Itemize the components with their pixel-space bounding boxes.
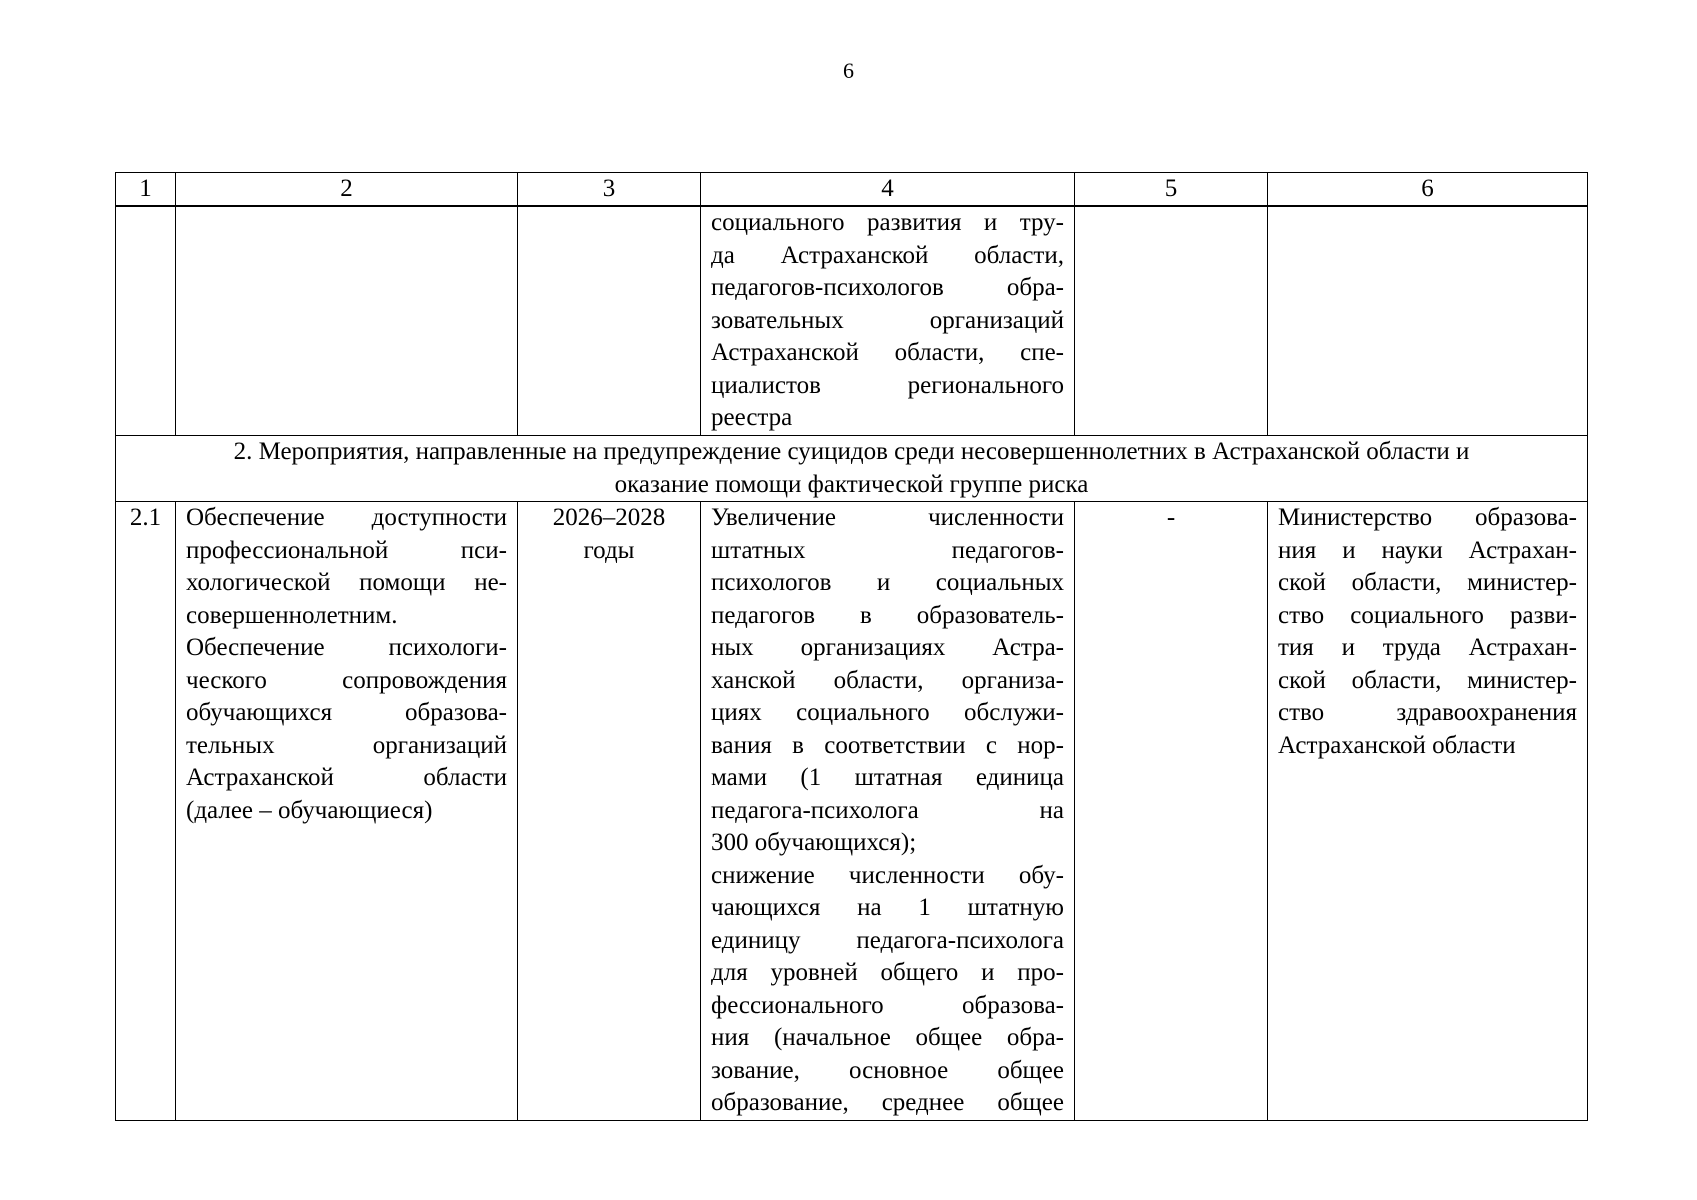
section-heading-row	[116, 436, 1588, 502]
result-line: единицу педагога-психолога	[711, 926, 1064, 954]
result-line: образование, среднее общее	[711, 1089, 1064, 1116]
result-line: вания в соответствии с нор-	[711, 731, 1064, 759]
cont-text-line: реестра	[711, 404, 793, 431]
measure-name-line: совершеннолетним.	[186, 601, 398, 629]
result-line: зование, основное общее	[711, 1056, 1064, 1084]
responsible-line: ской области, министер-	[1278, 569, 1577, 596]
column-header-6: 6	[1268, 173, 1588, 207]
cont-text-line: да Астраханской области,	[711, 241, 1064, 269]
column-number-row	[116, 173, 1588, 207]
section-heading-line: 2. Мероприятия, направленные на предупреждение суицидов среди несовершеннолетних в Астраханской области и	[233, 438, 1470, 465]
measure-name-line: Обеспечение доступности	[186, 504, 507, 531]
continuation-row	[116, 206, 1588, 436]
result-line: ханской области, организа-	[711, 666, 1064, 694]
result-line: фессионального образова-	[711, 991, 1064, 1019]
period-cell	[518, 502, 701, 1121]
column-header-3: 3	[518, 173, 701, 207]
cont-text-line: социального развития и тру-	[711, 209, 1064, 236]
expected-result-cell	[701, 502, 1075, 1121]
section-heading	[116, 436, 1588, 502]
result-line: Увеличение численности	[711, 504, 1064, 531]
measure-name-line: (далее – обучающиеся)	[186, 796, 433, 824]
period-line: 2026–2028	[552, 504, 666, 531]
measure-name-line: профессиональной пси-	[186, 536, 507, 564]
row-number: 2.1	[116, 502, 176, 1121]
cont-cell-4	[701, 206, 1075, 436]
cont-cell-1	[116, 206, 176, 436]
measure-name-line: Астраханской области	[186, 764, 507, 791]
page-number: 6	[843, 58, 854, 83]
responsible-line: тия и труда Астрахан-	[1278, 634, 1577, 661]
result-line: циях социального обслужи-	[711, 699, 1064, 726]
measure-name-line: хологической помощи не-	[186, 569, 507, 596]
cont-text-line: зовательных организаций	[711, 306, 1064, 334]
funding-cell: -	[1075, 502, 1268, 1121]
result-line: чающихся на 1 штатную	[711, 894, 1064, 921]
measure-name-cell	[176, 502, 518, 1121]
column-header-4: 4	[701, 173, 1075, 207]
result-line: штатных педагогов-	[711, 536, 1064, 564]
table-row-2-1	[116, 502, 1588, 1121]
responsible-line: ство социального разви-	[1278, 601, 1577, 629]
result-line: для уровней общего и про-	[711, 959, 1064, 986]
cont-cell-5	[1075, 206, 1268, 436]
responsible-line: Астраханской области	[1278, 731, 1516, 759]
cont-text-line: Астраханской области, спе-	[711, 339, 1064, 366]
cont-cell-3	[518, 206, 701, 436]
responsible-line: Министерство образова-	[1278, 504, 1577, 531]
result-line: ния (начальное общее обра-	[711, 1024, 1064, 1051]
responsible-line: ство здравоохранения	[1278, 699, 1577, 726]
responsible-cell	[1268, 502, 1588, 1121]
cont-text-line: педагогов-психологов обра-	[711, 274, 1064, 301]
result-line: педагога-психолога на	[711, 796, 1064, 824]
measure-name-line: ческого сопровождения	[186, 666, 507, 694]
result-line: ных организациях Астра-	[711, 634, 1064, 661]
measure-name-line: Обеспечение психологи-	[186, 634, 507, 661]
result-line: педагогов в образователь-	[711, 601, 1064, 629]
measure-name-line: тельных организаций	[186, 731, 507, 759]
cont-cell-6	[1268, 206, 1588, 436]
result-line: мами (1 штатная единица	[711, 764, 1064, 791]
responsible-line: ской области, министер-	[1278, 666, 1577, 694]
period-line: годы	[583, 536, 635, 564]
column-header-5: 5	[1075, 173, 1268, 207]
section-heading-line: оказание помощи фактической группе риска	[614, 470, 1089, 498]
measures-table	[115, 172, 1588, 1121]
result-line: снижение численности обу-	[711, 861, 1064, 889]
column-header-1: 1	[116, 173, 176, 207]
result-line: психологов и социальных	[711, 569, 1064, 596]
cont-cell-2	[176, 206, 518, 436]
cont-text-line: циалистов регионального	[711, 371, 1064, 399]
result-line: 300 обучающихся);	[711, 829, 917, 856]
column-header-2: 2	[176, 173, 518, 207]
measure-name-line: обучающихся образова-	[186, 699, 507, 726]
responsible-line: ния и науки Астрахан-	[1278, 536, 1577, 564]
